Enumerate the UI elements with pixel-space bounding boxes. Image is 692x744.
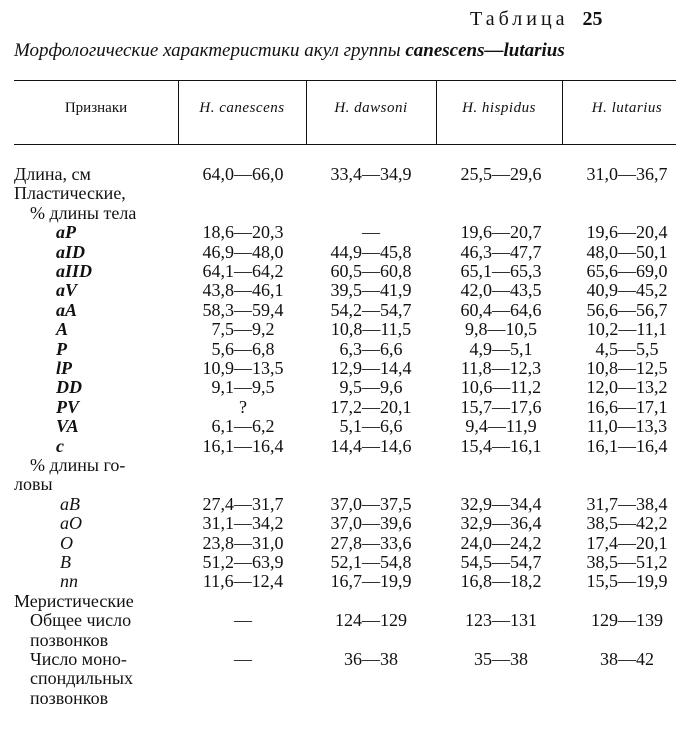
table-row <box>0 358 692 378</box>
row-value: 11,8—12,3 <box>460 358 542 378</box>
row-value: 32,9—34,4 <box>460 493 542 514</box>
row-value: 44,9—45,8 <box>330 241 412 262</box>
table-row <box>0 319 692 339</box>
row-value: 16,1—16,4 <box>202 435 284 456</box>
row-label: % длины тела <box>30 202 137 223</box>
row-value: ? <box>239 396 247 417</box>
row-value: 12,0—13,2 <box>586 377 668 398</box>
row-label: aP <box>56 222 76 243</box>
header-h-dawsoni: H. dawsoni <box>334 100 408 116</box>
row-value: 46,3—47,7 <box>460 241 542 262</box>
row-value: 46,9—48,0 <box>202 241 284 262</box>
row-value: 9,5—9,6 <box>339 377 403 398</box>
table-row <box>0 610 692 630</box>
row-label: ловы <box>14 474 53 495</box>
row-value: 17,4—20,1 <box>586 532 668 553</box>
row-value: 7,5—9,2 <box>211 319 275 340</box>
row-label: Общее число <box>30 610 132 631</box>
table-number: 25 <box>582 8 603 30</box>
header-h-lutarius: H. lutarius <box>591 100 663 116</box>
row-label: aID <box>56 241 86 262</box>
row-value: 42,0—43,5 <box>460 280 542 301</box>
table-row <box>0 630 692 650</box>
row-value: 51,2—63,9 <box>202 552 284 572</box>
row-value: 38,5—51,2 <box>586 552 668 572</box>
row-value: 19,6—20,7 <box>460 222 542 243</box>
table-row <box>0 571 692 591</box>
table-row <box>0 474 692 494</box>
header-bottom-rule <box>14 144 676 145</box>
row-label: VA <box>56 416 79 437</box>
table-row <box>0 280 692 300</box>
row-label: Пластические, <box>14 183 126 204</box>
row-value: 4,5—5,5 <box>595 338 659 359</box>
row-label: позвонков <box>30 687 109 708</box>
table-row <box>0 591 692 611</box>
table-label <box>470 8 670 31</box>
row-value: 38,5—42,2 <box>586 513 668 534</box>
header-feature: Признаки <box>64 100 128 116</box>
row-value: 11,6—12,4 <box>202 571 284 592</box>
table-caption <box>14 40 684 62</box>
row-value: 10,2—11,1 <box>586 319 668 340</box>
row-value: 25,5—29,6 <box>460 164 542 184</box>
row-label: % длины го- <box>30 455 126 475</box>
row-value: 60,5—60,8 <box>330 261 412 281</box>
table-row <box>0 397 692 417</box>
table-row <box>0 494 692 514</box>
row-value: 10,8—12,5 <box>586 358 668 378</box>
row-label: lP <box>56 358 72 378</box>
row-value: 11,0—13,3 <box>586 416 668 437</box>
row-label: Число моно- <box>30 649 127 669</box>
row-value: 16,1—16,4 <box>586 435 668 456</box>
table-row <box>0 300 692 320</box>
row-value: 33,4—34,9 <box>330 164 412 184</box>
row-label: aB <box>60 493 80 514</box>
row-label: спондильных <box>30 668 133 689</box>
row-value: 38—42 <box>600 649 654 669</box>
row-value: 16,7—19,9 <box>330 571 412 592</box>
table-row <box>0 688 692 708</box>
row-value: — <box>234 649 252 669</box>
row-value: 16,8—18,2 <box>460 571 542 592</box>
table-row <box>0 164 692 184</box>
row-value: 54,2—54,7 <box>330 299 412 320</box>
row-value: 23,8—31,0 <box>202 532 284 553</box>
row-value: 36—38 <box>344 649 398 669</box>
row-value: 65,6—69,0 <box>586 261 668 281</box>
row-value: 27,4—31,7 <box>202 493 284 514</box>
row-value: 32,9—36,4 <box>460 513 542 534</box>
table-row <box>0 261 692 281</box>
row-value: 65,1—65,3 <box>460 261 542 281</box>
header-h-canescens: H. canescens <box>199 100 285 116</box>
row-value: 15,7—17,6 <box>460 396 542 417</box>
row-value: 64,1—64,2 <box>202 261 284 281</box>
row-value: — <box>362 222 380 243</box>
table-row <box>0 455 692 475</box>
row-value: 31,0—36,7 <box>586 164 668 184</box>
table-row <box>0 668 692 688</box>
table-row <box>0 183 692 203</box>
table-row <box>0 377 692 397</box>
row-value: 37,0—39,6 <box>330 513 412 534</box>
caption-prefix: Морфологические характеристики акул группы <box>14 40 406 61</box>
caption-latin: canescens—lutarius <box>405 40 565 61</box>
row-label: A <box>56 319 69 340</box>
row-label: c <box>56 435 64 456</box>
row-value: 123—131 <box>465 610 537 631</box>
row-value: 37,0—37,5 <box>330 493 412 514</box>
row-label: aIID <box>56 261 93 281</box>
table-row <box>0 649 692 669</box>
row-value: 15,5—19,9 <box>586 571 668 592</box>
row-label: P <box>56 338 67 359</box>
table-row <box>0 339 692 359</box>
row-label: позвонков <box>30 629 109 650</box>
row-value: 10,6—11,2 <box>460 377 542 398</box>
row-value: 9,4—11,9 <box>465 416 537 437</box>
row-value: 35—38 <box>474 649 528 669</box>
row-value: 40,9—45,2 <box>586 280 668 301</box>
row-label: B <box>60 552 71 572</box>
row-value: 6,3—6,6 <box>339 338 403 359</box>
table-row <box>0 513 692 533</box>
row-value: 5,1—6,6 <box>339 416 403 437</box>
row-value: 48,0—50,1 <box>586 241 668 262</box>
row-value: 15,4—16,1 <box>460 435 542 456</box>
table-row <box>0 416 692 436</box>
row-value: 17,2—20,1 <box>330 396 412 417</box>
header-h-hispidus: H. hispidus <box>462 100 536 116</box>
table-row <box>0 222 692 242</box>
row-value: 24,0—24,2 <box>460 532 542 553</box>
table-row <box>0 203 692 223</box>
row-value: — <box>234 610 252 631</box>
row-value: 9,1—9,5 <box>211 377 275 398</box>
row-value: 52,1—54,8 <box>330 552 412 572</box>
row-label: DD <box>56 377 82 398</box>
table-row <box>0 436 692 456</box>
row-label: Меристические <box>14 590 134 611</box>
row-value: 10,9—13,5 <box>202 358 284 378</box>
row-value: 16,6—17,1 <box>586 396 668 417</box>
row-label: aA <box>56 299 78 320</box>
row-value: 4,9—5,1 <box>469 338 533 359</box>
row-value: 6,1—6,2 <box>211 416 275 437</box>
table-row <box>0 242 692 262</box>
row-value: 39,5—41,9 <box>330 280 412 301</box>
row-value: 58,3—59,4 <box>202 299 284 320</box>
row-label: O <box>60 532 73 553</box>
table-top-rule <box>14 80 676 81</box>
table-row <box>0 552 692 572</box>
row-value: 9,8—10,5 <box>465 319 537 340</box>
row-label: nn <box>60 571 78 592</box>
row-value: 18,6—20,3 <box>202 222 284 243</box>
table-row <box>0 533 692 553</box>
row-label: Длина, см <box>14 164 91 184</box>
row-value: 10,8—11,5 <box>330 319 412 340</box>
row-value: 27,8—33,6 <box>330 532 412 553</box>
row-value: 60,4—64,6 <box>460 299 542 320</box>
row-value: 54,5—54,7 <box>460 552 542 572</box>
row-value: 43,8—46,1 <box>202 280 284 301</box>
row-value: 14,4—14,6 <box>330 435 412 456</box>
row-value: 124—129 <box>335 610 407 631</box>
row-value: 56,6—56,7 <box>586 299 668 320</box>
row-label: aO <box>60 513 82 534</box>
row-value: 12,9—14,4 <box>330 358 412 378</box>
row-label: aV <box>56 280 78 301</box>
row-label: PV <box>56 396 80 417</box>
row-value: 5,6—6,8 <box>211 338 275 359</box>
row-value: 129—139 <box>591 610 663 631</box>
row-value: 19,6—20,4 <box>586 222 668 243</box>
row-value: 31,1—34,2 <box>202 513 284 534</box>
table-label-text: Таблица <box>470 8 569 30</box>
row-value: 64,0—66,0 <box>202 164 284 184</box>
row-value: 31,7—38,4 <box>586 493 668 514</box>
